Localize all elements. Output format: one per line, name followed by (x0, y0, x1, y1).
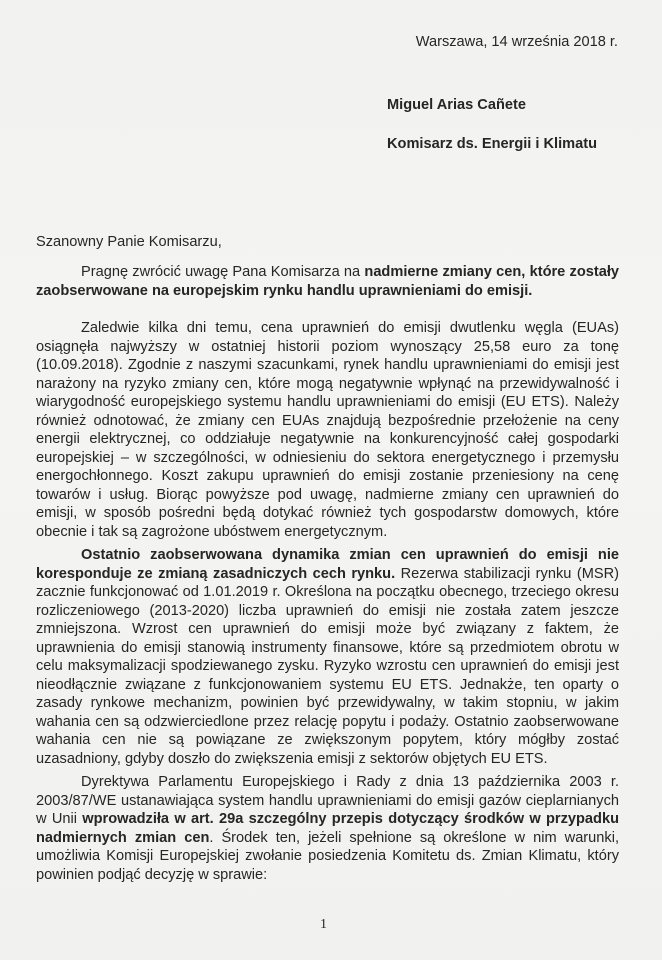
page-number: 1 (320, 917, 327, 932)
paragraph-price-level: Zaledwie kilka dni temu, cena uprawnień do emisji dwutlenku węgla (EUAs) osiągnęła najwyższy w ostatniej historii poziom wynoszący 25,58 euro za tonę (10.09.2018). Zgodnie z naszymi szacunkami, rynek handlu uprawnieniami do emisji jest narażony na ryzyko zmiany cen, które mogą negatywnie wpłynąć na przewidywalność i wiarygodność europejskiego systemu handlu uprawnieniami do emisji (EU ETS). Należy również odnotować, że zmiany cen EUAs znajdują bezpośrednie przełożenie na ceny energii elektrycznej, co oddziałuje negatywnie na konkurencyjność całej gospodarki europejskiej – w szczególności, w odniesieniu do sektora energetycznego i przemysłu energochłonnego. Koszt zakupu uprawnień do emisji zostanie przeniesiony na cenę towarów i usług. Biorąc powyższe pod uwagę, nadmierne zmiany cen uprawnień do emisji, w sposób pośredni będą dotykać również tych gospodarstw domowych, które obecnie i tak są zagrożone ubóstwem energetycznym. (36, 320, 619, 540)
paragraph-directive-emphasis: wprowadziła w art. 29a szczególny przepis dotyczący środków w przypadku nadmiernych zmian cen (36, 811, 619, 846)
paragraph-directive-text: Dyrektywa Parlamentu Europejskiego i Rady z dnia 13 października 2003 r. 2003/87/WE ustanawiająca system handlu uprawnieniami do emisji gazów cieplarnianych w Unii (36, 774, 619, 827)
paragraph-market-dynamics-text: Rezerwa stabilizacji rynku (MSR) zacznie funkcjonować od 1.01.2019 r. Określona na początku obecnego, trzeciego okresu rozliczeniowego (2013-2020) liczba uprawnień do emisji nie została zatem jeszcze zmniejszona. Wzrost cen uprawnień do emisji może być związany z faktem, że uprawnienia do emisji stanowią instrumenty finansowe, które są przedmiotem obrotu w celu maksymalizacji spodziewanego zysku. Ryzyko wzrostu cen uprawnień do emisji jest nieodłącznie związane z funkcjonowaniem systemu EU ETS. Jednakże, ten oparty o zasady rynkowe mechanizm, powinien być przewidywalny, w takim stopniu, w jakim wahania cen są odzwierciedlone przez relację popytu i podaży. Ostatnio zaobserwowane wahania cen nie są powiązane ze zwiększonym popytem, który mógłby zostać uzasadniony, gdyby doszło do zwiększenia emisji z sektorów objętych EU ETS. (36, 565, 619, 767)
paragraph-intro-emphasis: nadmierne zmiany cen, które zostały zaobserwowane na europejskim rynku handlu uprawnieniami do emisji. (36, 264, 620, 299)
salutation: Szanowny Panie Komisarzu, (36, 234, 222, 250)
paragraph-market-dynamics (36, 546, 619, 768)
paragraph-intro-text: Pragnę zwrócić uwagę Pana Komisarza na (81, 264, 365, 280)
paragraph-market-dynamics-emphasis: Ostatnio zaobserwowana dynamika zmian cen uprawnień do emisji nie koresponduje ze zmianą zasadniczych cech rynku. (36, 547, 619, 582)
paragraph-intro (36, 263, 619, 300)
recipient-name: Miguel Arias Cañete (387, 97, 526, 113)
paragraph-directive-text-end: . Środek ten, jeżeli spełnione są określone w nim warunki, umożliwia Komisji Europejskiej zwołanie posiedzenia Komitetu ds. Zmian Klimatu, który powinien podjąć decyzję w sprawie: (36, 829, 619, 883)
paragraph-directive (36, 773, 619, 884)
recipient-title: Komisarz ds. Energii i Klimatu (387, 136, 598, 152)
letter-date: Warszawa, 14 września 2018 r. (415, 34, 618, 50)
